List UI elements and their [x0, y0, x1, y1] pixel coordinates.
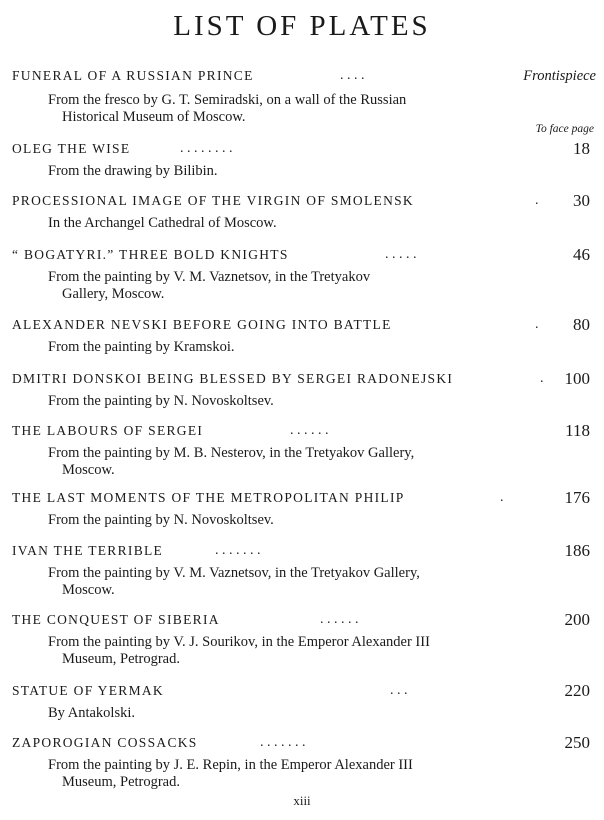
source-line: In the Archangel Cathedral of Moscow. — [48, 215, 277, 231]
plate-page: 186 — [564, 541, 590, 560]
plate-entry — [0, 733, 604, 790]
leader-dots: . . . . . . — [290, 423, 329, 438]
source-line: Moscow. — [62, 462, 115, 478]
source-line: From the painting by V. J. Sourikov, in the Emperor Alexander III — [48, 634, 430, 650]
source-line: From the painting by V. M. Vaznetsov, in the Tretyakov Gallery, — [48, 565, 420, 581]
leader-dots: . — [535, 193, 539, 208]
plate-page: Frontispiece — [523, 68, 596, 84]
plate-entry — [0, 681, 604, 721]
plate-page: 30 — [573, 191, 590, 210]
source-line: From the painting by J. E. Repin, in the Emperor Alexander III — [48, 757, 413, 773]
plate-entry — [0, 488, 604, 528]
source-line: From the painting by Kramskoi. — [48, 339, 235, 355]
leader-dots: . . . . . . . . — [180, 141, 233, 156]
leader-dots: . . . . . . — [320, 612, 359, 627]
leader-dots: . . . — [390, 683, 408, 698]
plate-title: DMITRI DONSKOI BEING BLESSED BY SERGEI RADONEJSKI — [12, 371, 454, 386]
to-face-page-label: To face page — [535, 123, 594, 135]
leader-dots: . — [535, 317, 539, 332]
source-line: From the fresco by G. T. Semiradski, on a wall of the Russian — [48, 92, 407, 108]
plate-entry — [0, 610, 604, 667]
plate-source — [48, 269, 568, 303]
plate-source — [48, 634, 568, 668]
plate-page: 200 — [564, 610, 590, 629]
plate-entry — [0, 139, 604, 179]
plate-source — [48, 445, 568, 479]
plate-page: 176 — [564, 488, 590, 507]
source-line: Historical Museum of Moscow. — [62, 109, 246, 125]
source-line: Museum, Petrograd. — [62, 774, 180, 790]
plate-title: STATUE OF YERMAK — [12, 683, 164, 698]
plate-entry — [0, 421, 604, 478]
source-line: From the painting by N. Novoskoltsev. — [48, 512, 274, 528]
plate-title: ZAPOROGIAN COSSACKS — [12, 735, 198, 750]
plate-title: THE LABOURS OF SERGEI — [12, 423, 204, 438]
plate-entry — [0, 315, 604, 355]
plate-source — [48, 757, 568, 791]
plate-title: “ BOGATYRI.” THREE BOLD KNIGHTS — [12, 247, 289, 262]
page-title: LIST OF PLATES — [173, 10, 431, 42]
plate-page: 220 — [564, 681, 590, 700]
plate-page: 18 — [573, 139, 590, 158]
source-line: Gallery, Moscow. — [62, 286, 165, 302]
plate-page: 46 — [573, 245, 590, 264]
plate-source — [48, 339, 568, 356]
plate-source — [48, 393, 568, 410]
plate-entry — [0, 68, 604, 125]
leader-dots: . — [540, 371, 544, 386]
leader-dots: . . . . . — [385, 247, 417, 262]
plate-page: 100 — [564, 369, 590, 388]
leader-dots: . . . . . . . — [260, 735, 306, 750]
source-line: Moscow. — [62, 582, 115, 598]
plate-page: 250 — [564, 733, 590, 752]
plate-title: THE CONQUEST OF SIBERIA — [12, 612, 220, 627]
plate-entry — [0, 541, 604, 598]
plate-source — [48, 705, 568, 722]
plate-title: IVAN THE TERRIBLE — [12, 543, 164, 558]
source-line: From the painting by M. B. Nesterov, in the Tretyakov Gallery, — [48, 445, 415, 461]
plate-source — [48, 163, 568, 180]
plate-entry — [0, 245, 604, 302]
source-line: From the painting by V. M. Vaznetsov, in the Tretyakov — [48, 269, 371, 285]
source-line: By Antakolski. — [48, 705, 136, 721]
plate-source — [48, 92, 568, 126]
plate-source — [48, 565, 568, 599]
source-line: From the painting by N. Novoskoltsev. — [48, 393, 274, 409]
page-number: xiii — [293, 793, 311, 808]
leader-dots: . — [500, 490, 504, 505]
source-line: Museum, Petrograd. — [62, 651, 180, 667]
plate-page: 80 — [573, 315, 590, 334]
plate-title: OLEG THE WISE — [12, 141, 131, 156]
plate-source — [48, 512, 568, 529]
plate-entry — [0, 369, 604, 409]
plate-title: THE LAST MOMENTS OF THE METROPOLITAN PHILIP — [12, 490, 405, 505]
plate-title: FUNERAL OF A RUSSIAN PRINCE — [12, 68, 254, 83]
plate-source — [48, 215, 568, 232]
leader-dots: . . . . . . . — [215, 543, 261, 558]
plate-title: ALEXANDER NEVSKI BEFORE GOING INTO BATTLE — [12, 317, 392, 332]
source-line: From the drawing by Bilibin. — [48, 163, 218, 179]
plate-entry — [0, 191, 604, 231]
leader-dots: . . . . — [340, 68, 365, 83]
plate-page: 118 — [565, 421, 590, 440]
plate-title: PROCESSIONAL IMAGE OF THE VIRGIN OF SMOLENSK — [12, 193, 414, 208]
